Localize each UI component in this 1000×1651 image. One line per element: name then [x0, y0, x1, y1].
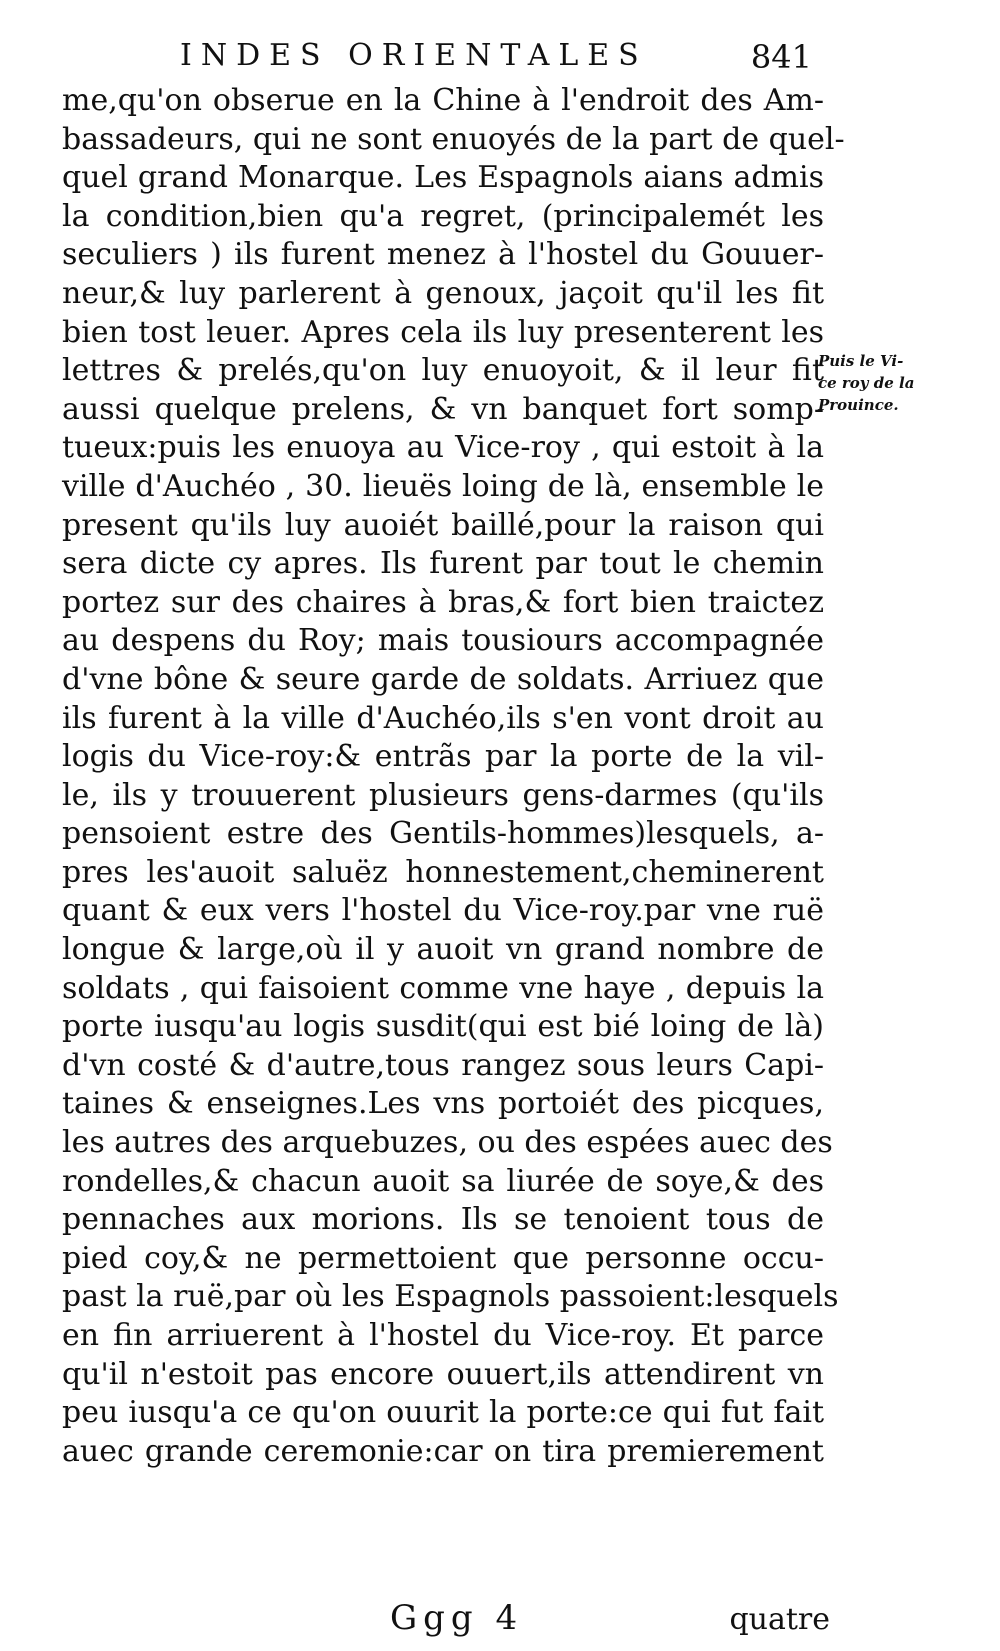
text-line: quel grand Monarque. Les Espagnols aians admis	[62, 160, 824, 196]
text-line: pres les'auoit saluëz honnestement,cheminerent	[62, 854, 824, 890]
text-line: en fin arriuerent à l'hostel du Vice-roy. Et parce	[62, 1318, 824, 1353]
text-line: pennaches aux morions. Ils se tenoient tous de	[62, 1202, 824, 1238]
signature-mark: Ggg 4	[390, 1598, 524, 1638]
running-title: INDES ORIENTALES	[180, 38, 648, 73]
text-line: la condition,bien qu'a regret, (principalemét les	[62, 198, 824, 234]
text-line: longue & large,où il y auoit vn grand nombre de	[62, 932, 824, 968]
text-line: tueux:puis les enuoya au Vice-roy , qui estoit à la	[62, 430, 824, 466]
text-line: auec grande ceremonie:car on tira premierement	[62, 1433, 824, 1469]
text-line: quant & eux vers l'hostel du Vice-roy.par vne ruë	[62, 893, 824, 929]
text-line: portez sur des chaires à bras,& fort bien traictez	[62, 584, 824, 620]
text-line: sera dicte cy apres. Ils furent par tout le chemin	[62, 546, 824, 582]
margin-note	[818, 350, 938, 416]
text-line: d'vne bône & seure garde de soldats. Arriuez que	[62, 661, 824, 697]
text-line: neur,& luy parlerent à genoux, jaçoit qu'il les fit	[62, 275, 824, 311]
text-line: logis du Vice-roy:& entrãs par la porte de la vil-	[62, 739, 824, 775]
page-header	[180, 38, 812, 88]
page-footer	[390, 1598, 830, 1642]
text-line: pensoient estre des Gentils-hommes)lesquels, a-	[62, 816, 824, 852]
text-line: soldats , qui faisoient comme vne haye , depuis la	[62, 970, 824, 1006]
text-line: rondelles,& chacun auoit sa liurée de soye,& des	[62, 1163, 824, 1199]
text-line: le, ils y trouuerent plusieurs gens-darmes (qu'ils	[62, 777, 824, 813]
text-line: pied coy,& ne permettoient que personne occu-	[62, 1240, 824, 1276]
text-line: taines & enseignes.Les vns portoiét des picques,	[62, 1086, 824, 1122]
text-line: au despens du Roy; mais tousiours accompagnée	[62, 623, 824, 659]
text-line: peu iusqu'a ce qu'on ouurit la porte:ce qui fut fait	[62, 1395, 824, 1431]
text-line: les autres des arquebuzes, ou des espées auec des	[62, 1125, 833, 1161]
catchword: quatre	[729, 1602, 830, 1637]
margin-note-line: Prouince.	[818, 396, 899, 414]
text-line: aussi quelque prelens, & vn banquet fort somp-	[62, 391, 824, 427]
main-text-block	[62, 82, 845, 1471]
text-line: past la ruë,par où les Espagnols passoient:lesquels	[62, 1279, 839, 1315]
text-line: present qu'ils luy auoiét baillé,pour la raison qui	[62, 507, 824, 543]
text-line: d'vn costé & d'autre,tous rangez sous leurs Capi-	[62, 1047, 824, 1083]
text-line: ils furent à la ville d'Auchéo,ils s'en vont droit au	[62, 700, 824, 736]
page-number: 841	[750, 38, 812, 76]
text-line: porte iusqu'au logis susdit(qui est bié loing de là)	[62, 1009, 824, 1045]
margin-note-line: ce roy de la	[818, 374, 915, 392]
text-line: ville d'Auchéo , 30. lieuës loing de là, ensemble le	[62, 468, 824, 504]
text-line: lettres & prelés,qu'on luy enuoyoit, & il leur fit	[62, 353, 824, 389]
text-line: me,qu'on obserue en la Chine à l'endroit des Am-	[62, 83, 824, 118]
text-line: seculiers ) ils furent menez à l'hostel du Gouuer-	[62, 237, 824, 273]
text-line: qu'il n'estoit pas encore ouuert,ils attendirent vn	[62, 1356, 824, 1392]
text-line: bien tost leuer. Apres cela ils luy presenterent les	[62, 314, 824, 350]
text-line: bassadeurs, qui ne sont enuoyés de la part de quel-	[62, 121, 845, 157]
margin-note-line: Puis le Vi-	[818, 352, 904, 370]
